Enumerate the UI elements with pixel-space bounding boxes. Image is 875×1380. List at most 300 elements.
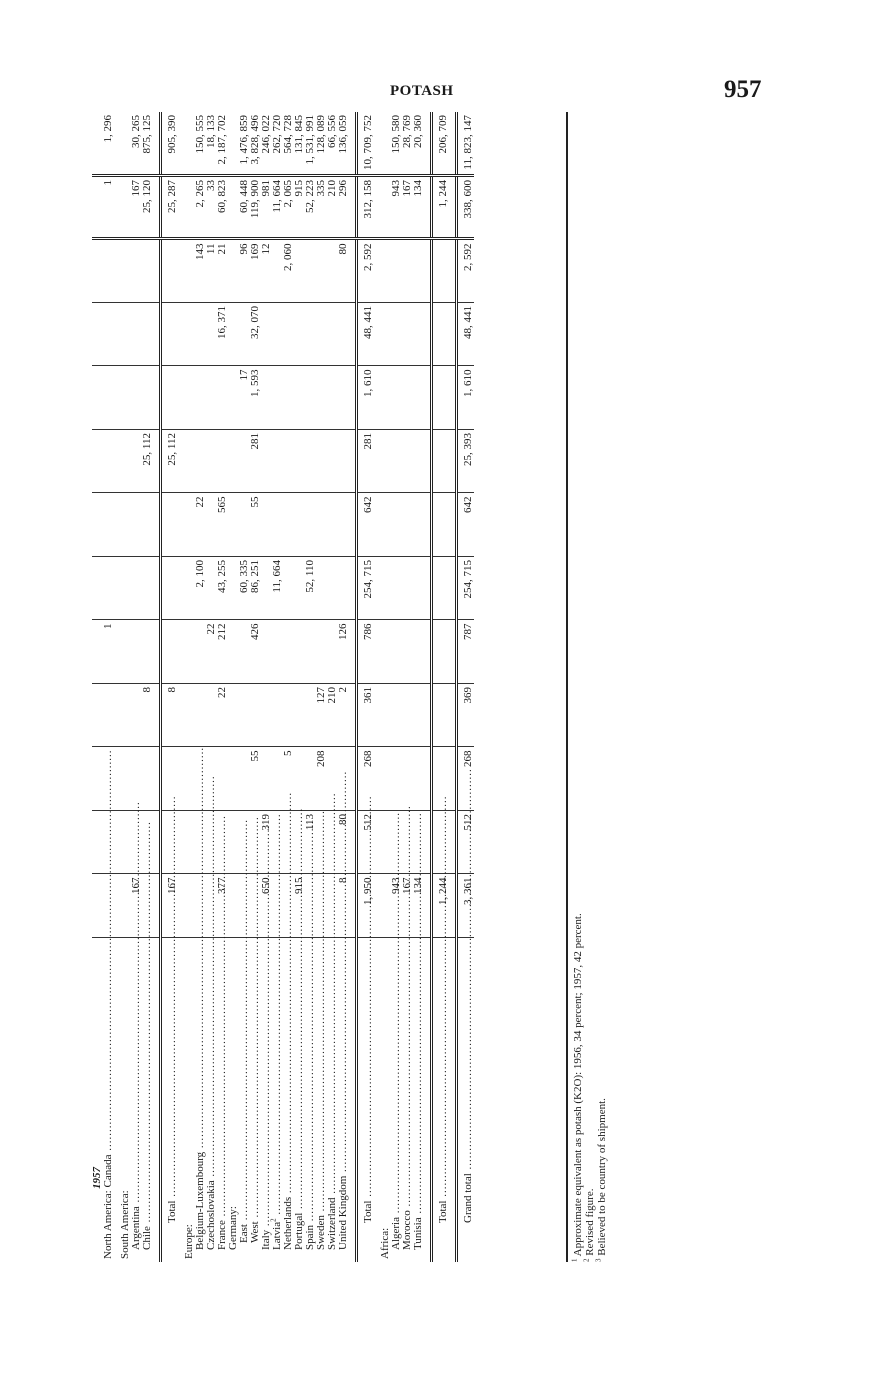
- table-cell: [92, 176, 103, 240]
- table-cell: 60, 823: [217, 176, 228, 240]
- row-label: Africa:: [379, 1227, 391, 1259]
- table-row: [142, 112, 153, 1262]
- table-cell: [153, 811, 161, 875]
- table-cell: 5: [283, 747, 294, 811]
- footnote-marker: 2: [269, 1218, 278, 1222]
- table-cell: 1, 244: [432, 176, 450, 240]
- table-cell: 1, 610: [457, 366, 475, 430]
- table-cell: [349, 684, 357, 748]
- table-cell: 16, 371: [217, 303, 228, 367]
- table-cell: 206, 709: [432, 112, 450, 176]
- table-cell: [294, 684, 305, 748]
- table-cell: [283, 684, 294, 748]
- table-cell: 2, 592: [457, 239, 475, 303]
- table-cell: 55: [250, 747, 261, 811]
- table-cell: [228, 747, 239, 811]
- table-cell: [449, 303, 457, 367]
- table-cell: [131, 303, 142, 367]
- table-cell: [142, 303, 153, 367]
- footnote-rule: [566, 112, 568, 1262]
- table-cell: [432, 366, 450, 430]
- footnote-2: $^2$ Revised figure.: [582, 1188, 596, 1262]
- table-cell: 319: [261, 811, 272, 875]
- table-cell: [432, 303, 450, 367]
- table-cell: [380, 747, 391, 811]
- table-cell: 10, 709, 752: [357, 112, 375, 176]
- table-cell: [349, 366, 357, 430]
- table-cell: [161, 620, 179, 684]
- table-cell: [349, 303, 357, 367]
- table-row: [103, 112, 114, 1262]
- table-cell: 262, 720: [272, 112, 283, 176]
- table-cell: 150, 555: [195, 112, 206, 176]
- table-cell: [153, 366, 161, 430]
- table-cell: [424, 874, 432, 938]
- table-cell: [349, 874, 357, 938]
- table-cell: 55: [250, 493, 261, 557]
- table-cell: 642: [457, 493, 475, 557]
- table-cell: 943: [391, 176, 402, 240]
- row-label: Total .....: [437, 796, 449, 1259]
- table-cell: 11, 664: [272, 176, 283, 240]
- table-cell: [92, 303, 103, 367]
- table-cell: [272, 430, 283, 494]
- row-label: Latvia: [271, 1221, 283, 1250]
- table-cell: [103, 430, 114, 494]
- table-cell: [120, 366, 131, 430]
- table-cell: 134: [413, 874, 424, 938]
- table-cell: 86, 251: [250, 557, 261, 621]
- table-cell: [305, 303, 316, 367]
- table-cell: [283, 493, 294, 557]
- table-cell: [184, 366, 195, 430]
- table-cell: 642: [357, 493, 375, 557]
- table-cell: 96: [239, 239, 250, 303]
- table-cell: [195, 366, 206, 430]
- table-cell: [153, 684, 161, 748]
- table-cell: [161, 303, 179, 367]
- table-cell: 312, 158: [357, 176, 375, 240]
- table-cell: [120, 557, 131, 621]
- table-cell: 17: [239, 366, 250, 430]
- table-cell: 210: [327, 684, 338, 748]
- spacer-row: [349, 112, 357, 1262]
- table-cell: [217, 747, 228, 811]
- table-cell: [316, 430, 327, 494]
- table-cell: [349, 557, 357, 621]
- table-cell: [424, 493, 432, 557]
- table-cell: 1: [103, 620, 114, 684]
- table-cell: 126: [338, 620, 349, 684]
- table-cell: 48, 441: [357, 303, 375, 367]
- table-cell: 43, 255: [217, 557, 228, 621]
- table-cell: [349, 747, 357, 811]
- table-row: [413, 112, 424, 1262]
- spacer-row: [153, 112, 161, 1262]
- table-cell: [153, 176, 161, 240]
- row-label: Italy .....: [260, 825, 272, 1259]
- table-cell: [449, 366, 457, 430]
- table-cell: 28, 769: [402, 112, 413, 176]
- table-cell: [413, 366, 424, 430]
- table-cell: [294, 620, 305, 684]
- table-cell: 25, 393: [457, 430, 475, 494]
- table-cell: [413, 557, 424, 621]
- table-cell: [432, 684, 450, 748]
- table-cell: [449, 684, 457, 748]
- table-cell: 2: [338, 684, 349, 748]
- table-cell: [272, 493, 283, 557]
- table-cell: [153, 112, 161, 176]
- table-cell: [92, 620, 103, 684]
- table-cell: [349, 493, 357, 557]
- table-cell: [424, 303, 432, 367]
- table-cell: [294, 747, 305, 811]
- table-cell: [228, 430, 239, 494]
- table-cell: [338, 366, 349, 430]
- table-cell: [195, 303, 206, 367]
- spacer-row: [449, 112, 457, 1262]
- table-cell: [153, 557, 161, 621]
- total-row: [161, 112, 179, 1262]
- row-label: Total .....: [166, 796, 178, 1259]
- row-label: Germany:: [227, 1206, 239, 1250]
- table-cell: [380, 557, 391, 621]
- table-cell: 650: [261, 874, 272, 938]
- table-cell: 564, 728: [283, 112, 294, 176]
- table-cell: [294, 303, 305, 367]
- table-cell: [424, 239, 432, 303]
- table-cell: 296: [338, 176, 349, 240]
- table-cell: [131, 493, 142, 557]
- table-cell: [103, 366, 114, 430]
- table-cell: [349, 430, 357, 494]
- table-cell: [184, 430, 195, 494]
- table-cell: [283, 303, 294, 367]
- table-cell: [391, 430, 402, 494]
- table-cell: [305, 493, 316, 557]
- table-cell: 131, 845: [294, 112, 305, 176]
- table-cell: 787: [457, 620, 475, 684]
- table-cell: [349, 239, 357, 303]
- table-cell: 2, 265: [195, 176, 206, 240]
- table-cell: [327, 366, 338, 430]
- row-label: Tunisia .....: [412, 812, 424, 1259]
- table-cell: 208: [316, 747, 327, 811]
- table-cell: 128, 089: [316, 112, 327, 176]
- table-cell: [424, 747, 432, 811]
- table-cell: 22: [195, 493, 206, 557]
- table-cell: [380, 239, 391, 303]
- table-cell: 565: [217, 493, 228, 557]
- table-cell: 212: [217, 620, 228, 684]
- table-cell: 426: [250, 620, 261, 684]
- table-cell: [402, 303, 413, 367]
- table-cell: 915: [294, 176, 305, 240]
- table-cell: 2, 060: [283, 239, 294, 303]
- table-cell: 2, 187, 702: [217, 112, 228, 176]
- table-cell: [402, 239, 413, 303]
- table-cell: [153, 874, 161, 938]
- table-cell: 3, 361: [457, 874, 475, 938]
- table-cell: [305, 366, 316, 430]
- table-cell: 2, 592: [357, 239, 375, 303]
- table-cell: 905, 390: [161, 112, 179, 176]
- row-label: East .....: [238, 819, 250, 1259]
- table-cell: [413, 684, 424, 748]
- row-label: Portugal .....: [293, 808, 305, 1259]
- total-row: [432, 112, 450, 1262]
- table-cell: 20, 360: [413, 112, 424, 176]
- table-cell: [272, 366, 283, 430]
- table-cell: [142, 366, 153, 430]
- table-cell: 32, 070: [250, 303, 261, 367]
- table-cell: [402, 557, 413, 621]
- table-cell: [184, 303, 195, 367]
- table-cell: [217, 366, 228, 430]
- table-cell: 2, 065: [283, 176, 294, 240]
- table-cell: 377: [217, 874, 228, 938]
- table-cell: [349, 620, 357, 684]
- table-cell: [92, 684, 103, 748]
- table-cell: [413, 747, 424, 811]
- row-label: France .....: [216, 815, 228, 1259]
- table-cell: 60, 448: [239, 176, 250, 240]
- table-cell: [424, 620, 432, 684]
- table-cell: [391, 684, 402, 748]
- row-label: Argentina .....: [130, 801, 142, 1259]
- table-cell: [261, 366, 272, 430]
- table-cell: [424, 112, 432, 176]
- table-cell: [228, 493, 239, 557]
- row-label: Switzerland .....: [326, 792, 338, 1259]
- table-cell: [195, 430, 206, 494]
- table-cell: [424, 176, 432, 240]
- table-cell: [92, 366, 103, 430]
- table-cell: [294, 366, 305, 430]
- table-cell: [142, 747, 153, 811]
- table-cell: [120, 620, 131, 684]
- table-cell: [327, 557, 338, 621]
- table-cell: [261, 493, 272, 557]
- table-cell: [449, 747, 457, 811]
- table-cell: [413, 493, 424, 557]
- table-cell: [120, 303, 131, 367]
- table-cell: [380, 430, 391, 494]
- table-cell: [449, 239, 457, 303]
- table-cell: 254, 715: [457, 557, 475, 621]
- table-cell: [338, 493, 349, 557]
- row-label: West .....: [249, 816, 261, 1259]
- table-cell: 281: [357, 430, 375, 494]
- table-cell: [402, 620, 413, 684]
- table-cell: [449, 493, 457, 557]
- table-cell: [161, 239, 179, 303]
- table-cell: [120, 239, 131, 303]
- table-cell: 66, 556: [327, 112, 338, 176]
- table-cell: [272, 303, 283, 367]
- table-cell: [283, 366, 294, 430]
- table-cell: [131, 620, 142, 684]
- table-cell: 134: [413, 176, 424, 240]
- table-cell: [402, 684, 413, 748]
- table-cell: [316, 493, 327, 557]
- table-cell: 25, 112: [142, 430, 153, 494]
- table-row: [338, 112, 349, 1262]
- footnote-3: $^3$ Believed to be country of shipment.: [594, 1098, 608, 1262]
- row-label: Total .....: [362, 796, 374, 1259]
- row-label: Netherlands .....: [282, 792, 294, 1259]
- table-cell: [432, 620, 450, 684]
- table-cell: [432, 239, 450, 303]
- table-cell: [142, 557, 153, 621]
- table-cell: [142, 493, 153, 557]
- table-cell: [272, 684, 283, 748]
- table-cell: 167: [402, 176, 413, 240]
- table-cell: [142, 239, 153, 303]
- table-cell: 48, 441: [457, 303, 475, 367]
- table-cell: 875, 125: [142, 112, 153, 176]
- table-cell: 11, 664: [272, 557, 283, 621]
- table-cell: [305, 620, 316, 684]
- row-label: South America:: [119, 1190, 131, 1259]
- table-cell: [261, 430, 272, 494]
- table-cell: 268: [457, 747, 475, 811]
- table-cell: [283, 620, 294, 684]
- table-cell: [349, 811, 357, 875]
- table-cell: 136, 059: [338, 112, 349, 176]
- table-cell: 150, 580: [391, 112, 402, 176]
- table-cell: [184, 684, 195, 748]
- table-cell: 167: [131, 176, 142, 240]
- table-cell: [449, 430, 457, 494]
- table-cell: [92, 557, 103, 621]
- table-cell: [449, 176, 457, 240]
- table-cell: [449, 557, 457, 621]
- table-cell: 246, 022: [261, 112, 272, 176]
- table-cell: 281: [250, 430, 261, 494]
- table-cell: [380, 684, 391, 748]
- table-cell: 1, 476, 859: [239, 112, 250, 176]
- table-cell: [272, 620, 283, 684]
- table-cell: [449, 620, 457, 684]
- table-cell: [338, 303, 349, 367]
- row-label: Europe:: [183, 1224, 195, 1259]
- table-cell: [413, 303, 424, 367]
- table-cell: 21: [217, 239, 228, 303]
- table-cell: 22: [217, 684, 228, 748]
- table-cell: [413, 620, 424, 684]
- table-cell: [305, 239, 316, 303]
- footnotes: [572, 112, 608, 1262]
- table-cell: [424, 366, 432, 430]
- table-cell: [250, 684, 261, 748]
- table-cell: 1, 296: [103, 112, 114, 176]
- table-cell: [294, 239, 305, 303]
- table-cell: [92, 493, 103, 557]
- table-cell: [261, 684, 272, 748]
- table-cell: 338, 600: [457, 176, 475, 240]
- table-cell: [349, 112, 357, 176]
- table-cell: [153, 747, 161, 811]
- table-cell: 127: [316, 684, 327, 748]
- table-cell: [120, 684, 131, 748]
- table-cell: 512: [457, 811, 475, 875]
- table-cell: [228, 620, 239, 684]
- table-cell: [103, 493, 114, 557]
- table-cell: 143: [195, 239, 206, 303]
- table-cell: [380, 366, 391, 430]
- table-cell: 268: [357, 747, 375, 811]
- rotated-table-block: [91, 112, 608, 1262]
- table-cell: [294, 430, 305, 494]
- row-label: Sweden .....: [315, 810, 327, 1259]
- table-cell: [391, 747, 402, 811]
- table-cell: 981: [261, 176, 272, 240]
- table-cell: 915: [294, 874, 305, 938]
- table-cell: 1, 244: [432, 874, 450, 938]
- table-cell: [316, 620, 327, 684]
- table-cell: [424, 430, 432, 494]
- table-cell: [239, 684, 250, 748]
- table-cell: [217, 430, 228, 494]
- table-cell: [391, 239, 402, 303]
- row-label: Grand total .....: [462, 768, 474, 1259]
- table-cell: 52, 110: [305, 557, 316, 621]
- total-row: [357, 112, 375, 1262]
- table-cell: [131, 557, 142, 621]
- row-label: North America: Canada .....: [102, 750, 114, 1259]
- table-cell: [424, 557, 432, 621]
- table-cell: [449, 811, 457, 875]
- running-head: POTASH: [390, 83, 454, 99]
- table-cell: [103, 684, 114, 748]
- table-cell: [120, 430, 131, 494]
- table-cell: 113: [305, 811, 316, 875]
- table-cell: [261, 303, 272, 367]
- table-cell: [142, 620, 153, 684]
- table-cell: 1: [103, 176, 114, 240]
- table-cell: [161, 493, 179, 557]
- table-cell: 8: [338, 874, 349, 938]
- row-label: Belgium-Luxembourg .....: [194, 747, 206, 1259]
- table-cell: [206, 430, 217, 494]
- table-cell: [432, 430, 450, 494]
- table-cell: [391, 557, 402, 621]
- table-cell: [305, 430, 316, 494]
- table-cell: 169: [250, 239, 261, 303]
- footnote-1: $^1$ Approximate equivalent as potash (K2O): 1956, 34 percent; 1957, 42 percent.: [570, 913, 584, 1262]
- table-cell: [283, 430, 294, 494]
- table-cell: [327, 493, 338, 557]
- table-cell: [283, 557, 294, 621]
- table-cell: 119, 900: [250, 176, 261, 240]
- table-cell: 254, 715: [357, 557, 375, 621]
- table-cell: 25, 120: [142, 176, 153, 240]
- table-cell: [184, 620, 195, 684]
- table-cell: [380, 303, 391, 367]
- table-cell: 210: [327, 176, 338, 240]
- table-cell: 80: [338, 239, 349, 303]
- row-label: Czechoslovakia .....: [205, 775, 217, 1259]
- table-cell: 943: [391, 874, 402, 938]
- table-cell: [103, 239, 114, 303]
- table-cell: [206, 366, 217, 430]
- table-cell: [153, 430, 161, 494]
- table-cell: [92, 430, 103, 494]
- table-cell: [161, 366, 179, 430]
- table-cell: 11, 823, 147: [457, 112, 475, 176]
